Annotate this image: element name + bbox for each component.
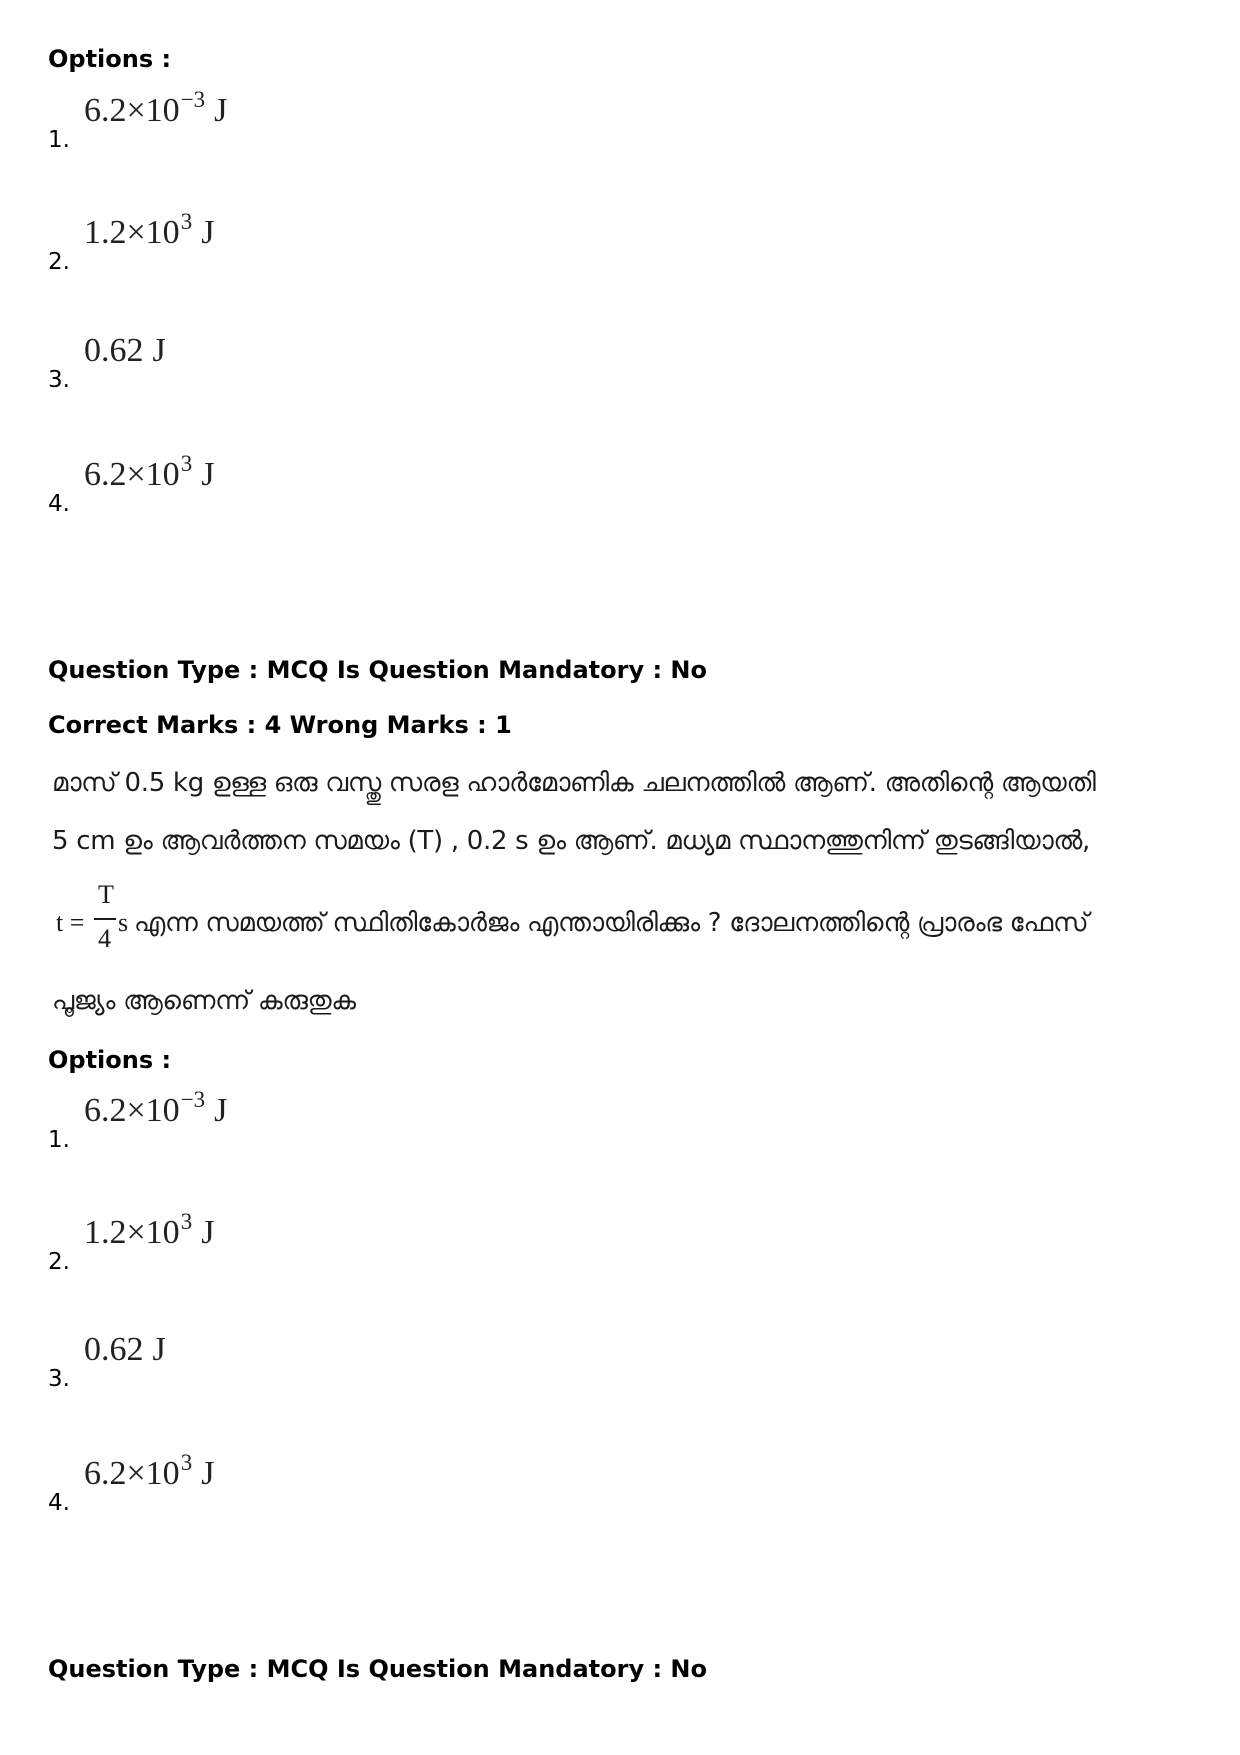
option-value: $6.2\times 10^{-3}$ J <box>84 87 228 129</box>
formula-unit: s <box>118 908 129 937</box>
question-type-line: Question Type : MCQ Is Question Mandatory : No <box>48 656 707 684</box>
option-value: $6.2\times 10^3$ J <box>84 1450 215 1492</box>
option-value: 0.62 J <box>84 1331 166 1368</box>
option-value: $1.2\times 10^3$ J <box>84 209 215 251</box>
option-value: $6.2\times 10^{-3}$ J <box>84 1087 228 1129</box>
question-type-line: Question Type : MCQ Is Question Mandatory : No <box>48 1655 707 1683</box>
formula-prefix: t = <box>56 908 85 937</box>
marks-line: Correct Marks : 4 Wrong Marks : 1 <box>48 711 512 739</box>
question-formula-line <box>56 880 1156 966</box>
formula-numerator: T <box>98 880 114 909</box>
question-text-line: 5 cm ഉം ആവർത്തന സമയം (T) , 0.2 s ഉം ആണ്. മധ്യമ സ്ഥാനത്തുനിന്ന് തുടങ്ങിയാൽ, <box>52 826 1091 856</box>
option-number: 2. <box>48 1249 70 1275</box>
option-number: 2. <box>48 249 70 275</box>
question-text-line: എന്ന സമയത്ത് സ്ഥിതികോർജം എന്തായിരിക്കും ? ദോലനത്തിന്റെ പ്രാരംഭ ഫേസ് <box>134 908 1089 938</box>
option-value: $1.2\times 10^3$ J <box>84 1209 215 1251</box>
option-value: 0.62 J <box>84 332 166 369</box>
option-number: 1. <box>48 127 70 153</box>
option-value: $6.2\times 10^3$ J <box>84 451 215 493</box>
question-text-line: മാസ് 0.5 kg ഉള്ള ഒരു വസ്തു സരള ഹാർമോണിക ചലനത്തിൽ ആണ്. അതിന്റെ ആയതി <box>52 768 1096 798</box>
fraction-bar <box>94 918 116 920</box>
options-heading: Options : <box>48 1046 172 1074</box>
option-number: 4. <box>48 491 70 517</box>
question-text-line: പൂജ്യം ആണെന്ന് കരുതുക <box>52 986 356 1016</box>
formula-denominator: 4 <box>98 924 111 953</box>
option-number: 1. <box>48 1127 70 1153</box>
option-number: 3. <box>48 1366 70 1392</box>
option-number: 4. <box>48 1490 70 1516</box>
options-heading: Options : <box>48 45 172 73</box>
option-number: 3. <box>48 367 70 393</box>
